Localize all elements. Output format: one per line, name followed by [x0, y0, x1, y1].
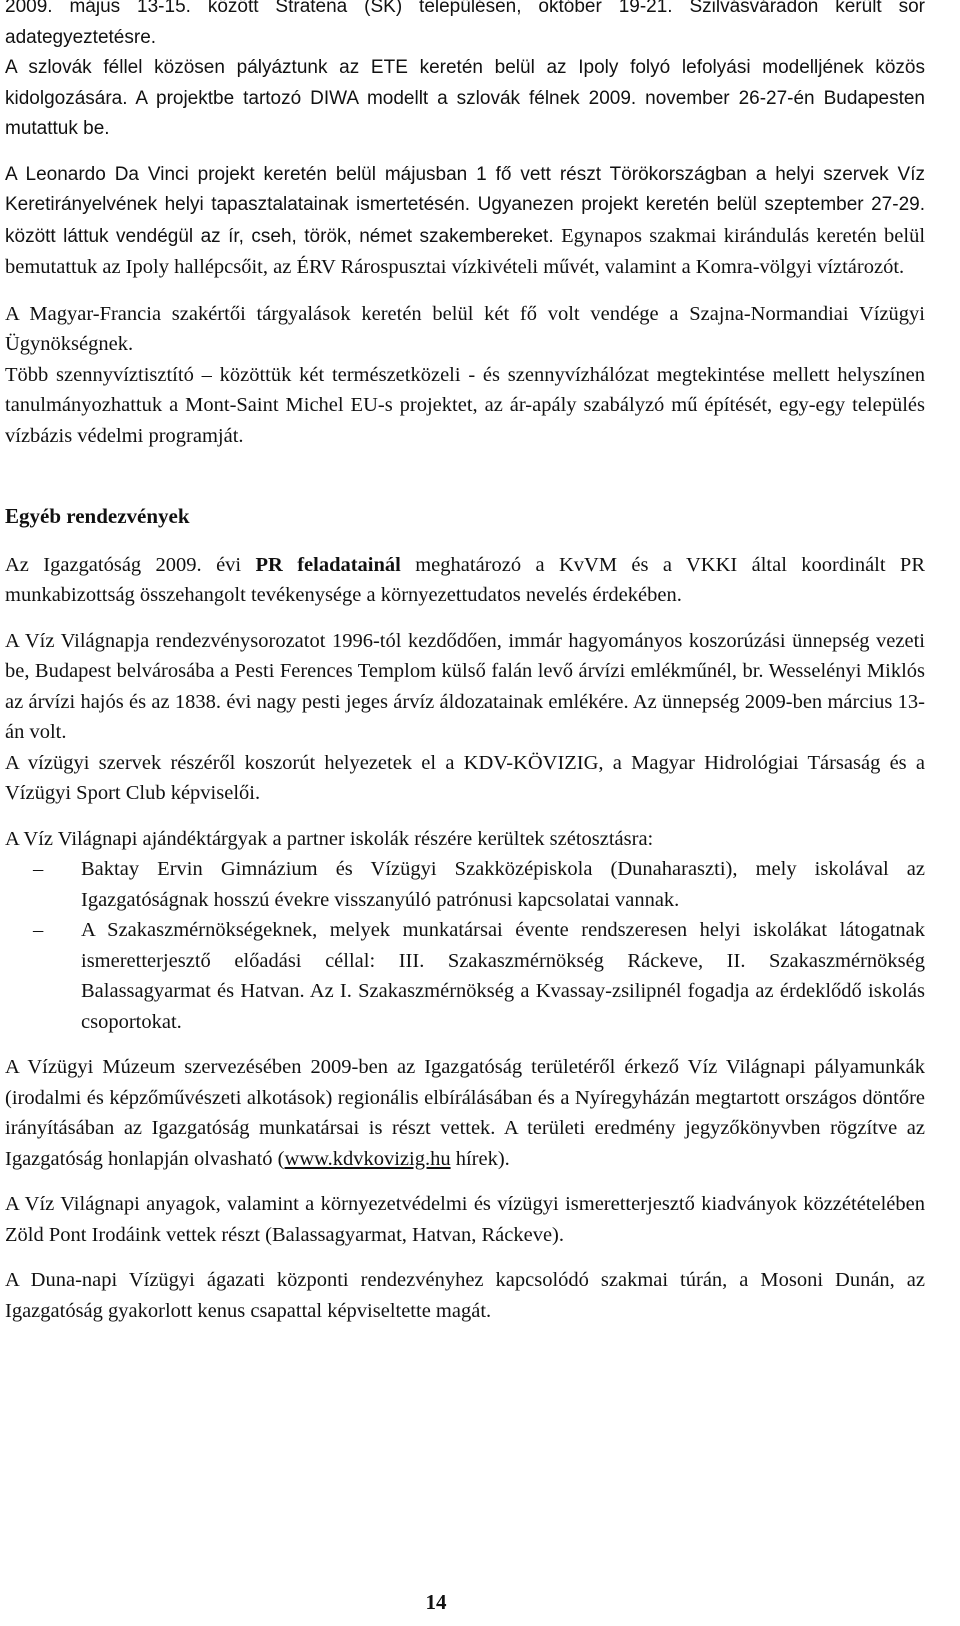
paragraph-adategyeztetes: 2009. május 13-15. között Stratena (SK) településen, október 19-21. Szilvásváradon került sor adategyeztetésre. [5, 0, 925, 48]
list-item [5, 915, 925, 1037]
paragraph-viz-vilagnapja: A Víz Világnapja rendezvénysorozatot 1996-tól kezdődően, immár hagyományos koszorúzási ünnepség vezeti be, Budapest belvárosába a Pesti Ferences Templom külső falán levő árvízi emlékműnél, br. Wesselényi Miklós az árvízi hajós és az 1838. évi nagy pesti jeges árvíz áldozatainak emlékére. Az ünnepség 2009-ben március 13-án volt. [5, 629, 925, 743]
paragraph-ajandektargyak: A Víz Világnapi ajándéktárgyak a partner iskolák részére kerültek szétosztásra: [5, 827, 654, 850]
list-dash: – [33, 858, 44, 880]
list-item-text: A Szakaszmérnökségeknek, melyek munkatársai évente rendszeresen helyi iskolákat látogatnak ismeretterjesztő előadási céllal: III. Szakaszmérnökség Ráckeve, II. Szakaszmérnökség Balassagyarmat és Hatvan. Az I. Szakaszmérnökség a Kvassay-zsilipnél fogadja az érdeklődő iskolás csoportokat. [81, 919, 925, 1033]
paragraph-koszoru: A vízügyi szervek részéről koszorút helyezetek el a KDV-KÖVIZIG, a Magyar Hidrológiai Társaság és a Vízügyi Sport Club képviselői. [5, 751, 925, 804]
paragraph-duna-nap: A Duna-napi Vízügyi ágazati központi rendezvényhez kapcsolódó szakmai túrán, a Mosoni Dunán, az Igazgatóság gyakorlott kenus csapattal képviseltette magát. [5, 1269, 925, 1322]
list-item [5, 854, 925, 915]
paragraph-vizugyi-muzeum [5, 1052, 925, 1174]
muzeum-text-a: A Vízügyi Múzeum szervezésében 2009-ben az Igazgatóság területéről érkező Víz Világnapi pályamunkák (irodalmi és képzőművészeti alkotások) regionális elbírálásában és a Nyíregyházán megtartott országos döntőre irányításában az Igazgatóság munkatársai is részt vettek. A területi eredmény jegyzőkönyvben rögzítve az Igazgatóság honlapján olvasható ( [5, 1056, 925, 1170]
pr-text-bold: PR feladatainál [255, 553, 401, 576]
paragraph-leonardo-cont: Egynapos szakmai kirándulás keretén belül bemutattuk az Ipoly hallépcsőit, az ÉRV Rárospusztai vízkivételi művét, valamint a Komra-völgyi víztározót. [5, 224, 926, 278]
list-item-text: Baktay Ervin Gimnázium és Vízügyi Szakközépiskola (Dunaharaszti), mely iskolával az Igazgatóságnak hosszú évekre visszanyúló patrónusi kapcsolatai vannak. [81, 858, 925, 911]
pr-text-a: Az Igazgatóság 2009. évi [5, 553, 256, 576]
paragraph-magyar-francia: A Magyar-Francia szakértői tárgyalások keretén belül két fő volt vendége a Szajna-Normandiai Vízügyi Ügynökségnek. [5, 302, 925, 355]
partner-schools-list [5, 854, 925, 1037]
pr-text-b: meghatározó a KvVM és a VKKI által koordinált PR munkabizottság összehangolt tevékenysége a környezettudatos nevelés érdekében. [5, 553, 926, 606]
muzeum-text-b: hírek). [450, 1147, 510, 1170]
paragraph-pr-feladatok [5, 550, 925, 611]
section-heading-egyeb-rendezvenyek: Egyéb rendezvények [5, 504, 190, 528]
paragraph-ipoly-modell: A szlovák féllel közösen pályáztunk az ETE keretén belül az Ipoly folyó lefolyási modelljének közös kidolgozására. A projektbe tartozó DIWA modellt a szlovák félnek 2009. november 26-27-én Budapesten mutattuk be. [5, 57, 925, 139]
list-dash: – [33, 919, 44, 941]
paragraph-zold-pont: A Víz Világnapi anyagok, valamint a környezetvédelmi és vízügyi ismeretterjesztő kiadványok közzétételében Zöld Pont Irodáink vettek részt (Balassagyarmat, Hatvan, Ráckeve). [5, 1193, 925, 1246]
document-page [5, 0, 925, 1326]
paragraph-szennyviztisztito: Több szennyvíztisztító – közöttük két természetközeli - és szennyvízhálózat megtekintése mellett helyszínen tanulmányozhattuk a Mont-Saint Michel EU-s projektet, az ár-apály szabályzó mű építését, egy-egy település vízbázis védelmi programját. [5, 363, 925, 447]
paragraph-leonardo-text: A Leonardo Da Vinci projekt keretén belül májusban 1 fő vett részt Törökországban a helyi szervek Víz Keretirányelvének helyi tapasztalatainak ismertetésén. Ugyanezen projekt keretén belül szeptember 27-29. között láttuk vendégül az ír, cseh, török, német szakembereket. [5, 163, 925, 247]
paragraph-leonardo [5, 160, 925, 284]
website-link[interactable]: www.kdvkovizig.hu [284, 1147, 451, 1170]
page-number: 14 [425, 1590, 447, 1614]
